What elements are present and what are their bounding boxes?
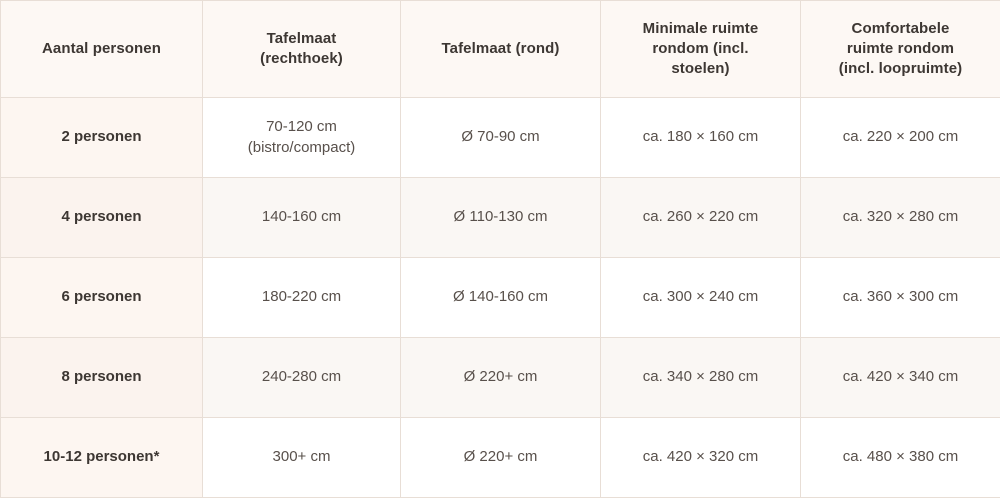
table-row bbox=[1, 258, 1000, 338]
cell-rect-line1: 70-120 cm bbox=[266, 118, 337, 136]
cell-comfort-space: ca. 220 × 200 cm bbox=[801, 98, 1000, 178]
table-row bbox=[1, 418, 1000, 498]
cell-min-space: ca. 260 × 220 cm bbox=[601, 178, 801, 258]
cell-persons: 10-12 personen* bbox=[1, 418, 203, 498]
cell-persons: 6 personen bbox=[1, 258, 203, 338]
cell-rect-line1: 300+ cm bbox=[272, 448, 331, 466]
table-header bbox=[1, 1, 1000, 98]
cell-comfort-space: ca. 480 × 380 cm bbox=[801, 418, 1000, 498]
table-row bbox=[1, 98, 1000, 178]
cell-rect bbox=[203, 258, 401, 338]
cell-rect bbox=[203, 418, 401, 498]
table-row bbox=[1, 338, 1000, 418]
column-header-comfort-space bbox=[801, 1, 1000, 98]
cell-rect-line2: (bistro/compact) bbox=[247, 138, 356, 156]
column-header-persons bbox=[1, 1, 203, 98]
table-body bbox=[1, 98, 1000, 498]
cell-round: Ø 70-90 cm bbox=[401, 98, 601, 178]
column-header-min-space-line3: stoelen) bbox=[671, 60, 730, 78]
column-header-comfort-space-line1: Comfortabele bbox=[851, 19, 950, 37]
cell-rect bbox=[203, 338, 401, 418]
cell-comfort-space: ca. 420 × 340 cm bbox=[801, 338, 1000, 418]
cell-round: Ø 110-130 cm bbox=[401, 178, 601, 258]
column-header-round bbox=[401, 1, 601, 98]
column-header-rect bbox=[203, 1, 401, 98]
cell-round: Ø 220+ cm bbox=[401, 418, 601, 498]
cell-round: Ø 220+ cm bbox=[401, 338, 601, 418]
cell-rect-line1: 140-160 cm bbox=[261, 208, 342, 226]
table-row bbox=[1, 178, 1000, 258]
cell-rect-line1: 180-220 cm bbox=[261, 288, 342, 306]
cell-persons: 4 personen bbox=[1, 178, 203, 258]
cell-min-space: ca. 420 × 320 cm bbox=[601, 418, 801, 498]
table-header-row bbox=[1, 1, 1000, 98]
column-header-min-space bbox=[601, 1, 801, 98]
column-header-rect-line1: Tafelmaat bbox=[266, 29, 337, 47]
cell-rect bbox=[203, 178, 401, 258]
cell-min-space: ca. 300 × 240 cm bbox=[601, 258, 801, 338]
column-header-comfort-space-line3: (incl. loopruimte) bbox=[838, 60, 963, 78]
column-header-min-space-line1: Minimale ruimte bbox=[642, 19, 759, 37]
column-header-rect-line2: (rechthoek) bbox=[260, 50, 343, 67]
cell-min-space: ca. 180 × 160 cm bbox=[601, 98, 801, 178]
cell-round: Ø 140-160 cm bbox=[401, 258, 601, 338]
column-header-persons-line1: Aantal personen bbox=[41, 39, 162, 57]
column-header-round-line1: Tafelmaat (rond) bbox=[441, 39, 560, 57]
column-header-comfort-space-line2: ruimte rondom bbox=[846, 39, 955, 57]
cell-min-space: ca. 340 × 280 cm bbox=[601, 338, 801, 418]
column-header-min-space-line2: rondom (incl. bbox=[652, 39, 749, 57]
cell-rect-line1: 240-280 cm bbox=[261, 368, 342, 386]
cell-persons: 8 personen bbox=[1, 338, 203, 418]
cell-comfort-space: ca. 320 × 280 cm bbox=[801, 178, 1000, 258]
cell-comfort-space: ca. 360 × 300 cm bbox=[801, 258, 1000, 338]
cell-rect bbox=[203, 98, 401, 178]
cell-persons: 2 personen bbox=[1, 98, 203, 178]
